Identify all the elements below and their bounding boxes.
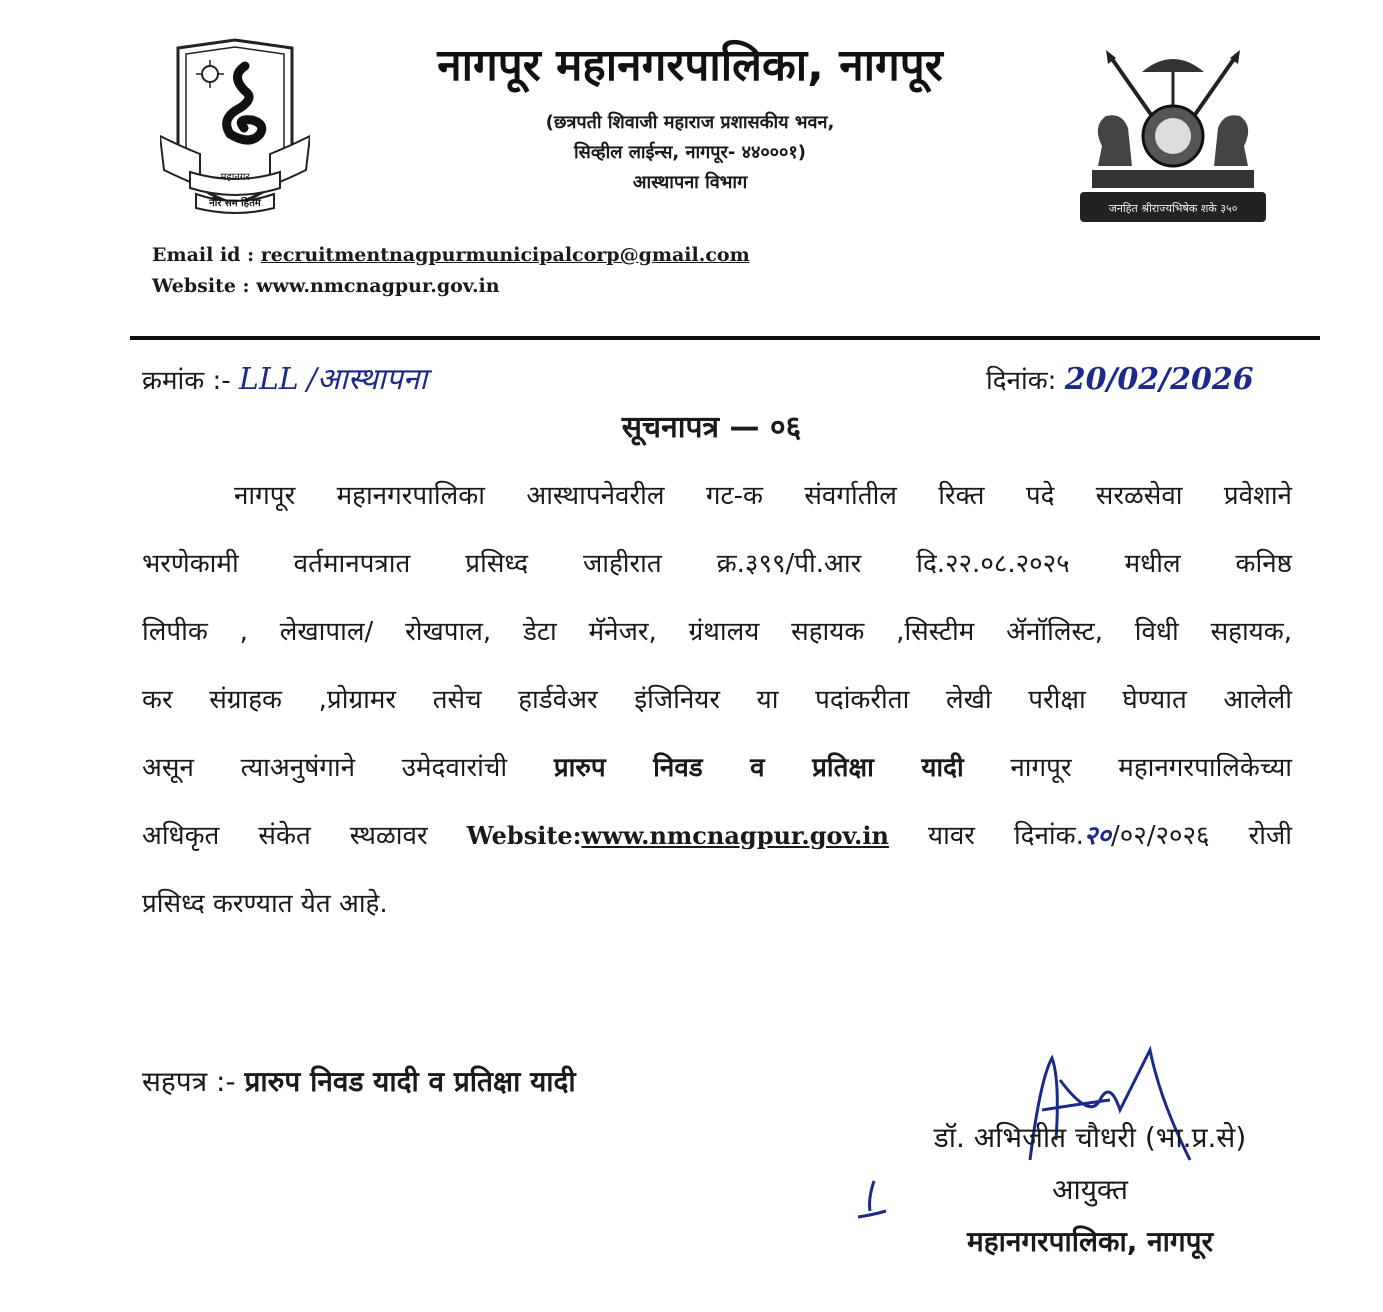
body-website-link[interactable]: www.nmcnagpur.gov.in	[581, 821, 889, 850]
emblem-banner-text: जनहित श्रीराज्यभिषेक शके ३५०	[1108, 202, 1238, 215]
body-line-1: नागपूर महानगरपालिका आस्थापनेवरील गट-क संवर्गातील रिक्त पदे सरळसेवा प्रवेशाने	[234, 481, 1292, 511]
notice-date	[986, 360, 1254, 401]
reference-department: /आस्थापना	[306, 362, 428, 397]
body-line-6	[142, 802, 1292, 870]
enclosure-text: प्रारुप निवड यादी व प्रतिक्षा यादी	[244, 1065, 576, 1098]
crest-banner-text: महानगर	[220, 172, 250, 183]
body-line-5-bold: प्रारुप निवड व प्रतिक्षा यादी	[553, 753, 964, 783]
email-row	[152, 240, 750, 271]
header-divider	[130, 336, 1320, 340]
department-name: आस्थापना विभाग	[632, 172, 748, 193]
contact-block	[152, 240, 750, 302]
notice-title: सूचनापत्र — ०६	[621, 410, 802, 445]
org-address	[330, 108, 1050, 198]
website-row	[152, 271, 750, 302]
body-line-2: भरणेकामी वर्तमानपत्रात प्रसिध्द जाहीरात क्र.३९९/पी.आर दि.२२.०८.२०२५ मधील कनिष्ठ	[142, 549, 1292, 579]
reference-label: क्रमांक :-	[142, 366, 231, 396]
email-label: Email id :	[152, 244, 255, 266]
body-handwritten-day: २०	[1083, 821, 1111, 851]
nmc-crest-logo	[160, 36, 310, 214]
address-line-2: सिव्हील लाईन्स, नागपूर- ४४०००१)	[574, 142, 806, 163]
body-line-5	[142, 734, 1292, 802]
reference-number	[142, 360, 427, 401]
notice-body	[142, 462, 1292, 938]
website-label: Website :	[152, 275, 250, 297]
body-line-6-end: /०२/२०२६ रोजी	[1110, 821, 1293, 851]
signatory-name: डॉ. अभिजीत चौधरी (भा.प्र.से)	[933, 1121, 1247, 1154]
royal-emblem-logo	[1062, 36, 1284, 228]
crest-motto-text: नीर सम हितम	[209, 198, 261, 209]
signatory-office: महानगरपालिका, नागपूर	[966, 1225, 1214, 1258]
enclosure-label: सहपत्र :-	[142, 1065, 245, 1098]
enclosure-line	[142, 1062, 576, 1102]
signatory-designation: आयुक्त	[1052, 1173, 1128, 1206]
body-line-3: लिपीक , लेखापाल/ रोखपाल, डेटा मॅनेजर, ग्रंथालय सहायक ,सिस्टीम ॲनॉलिस्ट, विधी सहायक,	[142, 617, 1292, 647]
email-address[interactable]: recruitmentnagpurmunicipalcorp@gmail.com	[260, 244, 750, 266]
website-address[interactable]: www.nmcnagpur.gov.in	[256, 275, 500, 297]
handwritten-initial	[850, 1175, 890, 1225]
body-line-4: कर संग्राहक ,प्रोग्रामर तसेच हार्डवेअर इंजिनियर या पदांकरीता लेखी परीक्षा घेण्यात आलेली	[142, 685, 1292, 715]
body-line-7: प्रसिध्द करण्यात येत आहे.	[142, 889, 388, 919]
body-line-5-end: नागपूर महानगरपालिकेच्या	[963, 753, 1293, 783]
body-line-5-start: असून त्याअनुषंगाने उमेदवारांची	[142, 753, 554, 783]
date-handwritten-value: 20/02/2026	[1064, 362, 1254, 397]
address-line-1: (छत्रपती शिवाजी महाराज प्रशासकीय भवन,	[545, 112, 835, 133]
org-title: नागपूर महानगरपालिका, नागपूर	[437, 40, 943, 91]
signatory-block	[880, 1112, 1300, 1268]
date-label: दिनांक:	[986, 366, 1057, 396]
reference-handwritten-number: LLL	[238, 362, 299, 397]
body-website-label: Website:	[466, 821, 582, 850]
body-line-6-mid: यावर दिनांक.	[888, 821, 1084, 851]
body-line-6-start: अधिकृत संकेत स्थळावर	[142, 821, 467, 851]
